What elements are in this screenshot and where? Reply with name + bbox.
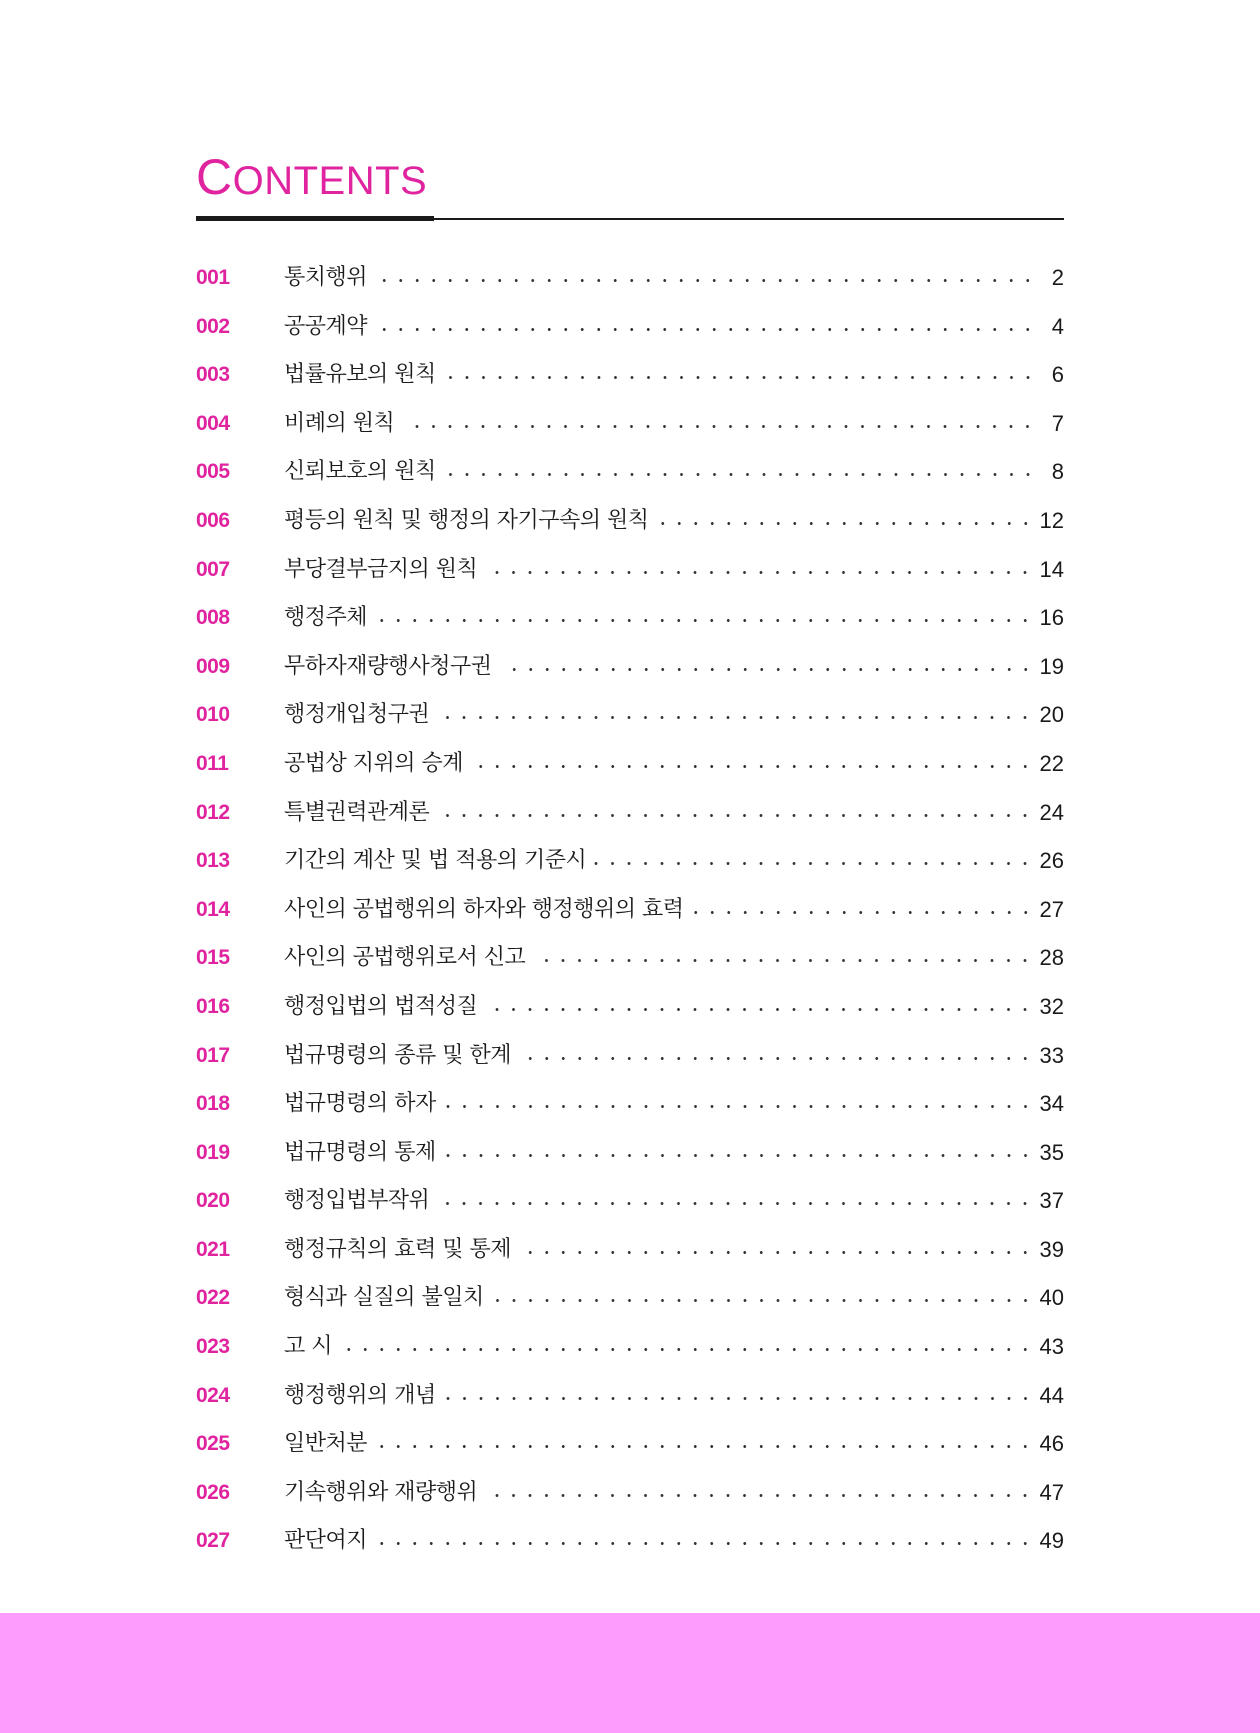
contents-heading-first-letter: C bbox=[196, 149, 233, 205]
toc-entry-page[interactable]: 8 bbox=[1051, 459, 1064, 485]
toc-entry-page[interactable]: 33 bbox=[1039, 1042, 1064, 1068]
toc-entry-title[interactable]: 법률유보의 원칙 bbox=[284, 362, 436, 388]
toc-entry[interactable] bbox=[196, 264, 1064, 313]
toc-entry-page[interactable]: 49 bbox=[1039, 1528, 1064, 1554]
toc-entry[interactable] bbox=[196, 313, 1064, 362]
dot-leader bbox=[444, 1139, 1040, 1167]
toc-entry-number: 022 bbox=[196, 1286, 230, 1310]
dot-leader bbox=[657, 507, 1040, 535]
toc-entry-number: 002 bbox=[196, 314, 230, 338]
dot-leader bbox=[375, 264, 1042, 292]
toc-entry-page[interactable]: 37 bbox=[1039, 1188, 1064, 1214]
toc-entry-page[interactable]: 28 bbox=[1039, 945, 1064, 971]
toc-entry-title[interactable]: 행정입법의 법적성질 bbox=[284, 993, 478, 1019]
toc-entry[interactable] bbox=[196, 1333, 1064, 1382]
toc-entry-page[interactable]: 39 bbox=[1039, 1236, 1064, 1262]
toc-entry[interactable] bbox=[196, 410, 1064, 459]
toc-entry-number: 006 bbox=[196, 508, 230, 532]
toc-entry[interactable] bbox=[196, 750, 1064, 799]
toc-entry-title[interactable]: 비례의 원칙 bbox=[284, 410, 395, 436]
toc-entry-title[interactable]: 공법상 지위의 승계 bbox=[284, 750, 464, 776]
toc-entry-page[interactable]: 16 bbox=[1039, 605, 1064, 631]
toc-entry[interactable] bbox=[196, 361, 1064, 410]
dot-leader bbox=[375, 604, 1040, 632]
dot-leader bbox=[471, 750, 1040, 778]
toc-entry-page[interactable]: 26 bbox=[1039, 848, 1064, 874]
toc-entry-title[interactable]: 사인의 공법행위의 하자와 행정행위의 효력 bbox=[284, 896, 684, 922]
toc-entry[interactable] bbox=[196, 799, 1064, 848]
dot-leader bbox=[519, 1042, 1040, 1070]
toc-entry-number: 014 bbox=[196, 897, 230, 921]
toc-entry[interactable] bbox=[196, 847, 1064, 896]
toc-entry-number: 001 bbox=[196, 266, 230, 289]
toc-entry-number: 027 bbox=[196, 1529, 230, 1553]
toc-entry-title[interactable]: 부당결부금지의 원칙 bbox=[284, 556, 478, 582]
toc-entry-page[interactable]: 27 bbox=[1039, 896, 1064, 922]
contents-heading-rest: ONTENTS bbox=[232, 159, 428, 203]
toc-entry-title[interactable]: 행정행위의 개념 bbox=[284, 1382, 436, 1408]
dot-leader bbox=[485, 556, 1039, 584]
toc-entry-number: 024 bbox=[196, 1383, 230, 1407]
dot-leader bbox=[533, 944, 1039, 972]
toc-entry-number: 010 bbox=[196, 703, 230, 727]
toc-entry-title[interactable]: 법규명령의 통제 bbox=[284, 1139, 436, 1165]
toc-entry-title[interactable]: 법규명령의 하자 bbox=[284, 1091, 436, 1117]
toc-entry-number: 012 bbox=[196, 800, 230, 824]
toc-entry-number: 021 bbox=[196, 1237, 230, 1261]
dot-leader bbox=[692, 896, 1040, 924]
toc-entry-title[interactable]: 신뢰보호의 원칙 bbox=[284, 459, 436, 485]
toc-entry-page[interactable]: 24 bbox=[1039, 799, 1064, 825]
heading-underline bbox=[196, 218, 1064, 220]
toc-entry-title[interactable]: 행정입법부작위 bbox=[284, 1188, 430, 1214]
toc-entry-page[interactable]: 14 bbox=[1039, 556, 1064, 582]
toc-entry[interactable] bbox=[196, 507, 1064, 556]
toc-entry[interactable] bbox=[196, 604, 1064, 653]
toc-entry-number: 015 bbox=[196, 946, 230, 970]
toc-entry-title[interactable]: 특별권력관계론 bbox=[284, 799, 430, 825]
toc-entry[interactable] bbox=[196, 993, 1064, 1042]
footer-color-band bbox=[0, 1613, 1260, 1733]
toc-entry-title[interactable]: 사인의 공법행위로서 신고 bbox=[284, 945, 526, 971]
toc-entry-page[interactable]: 40 bbox=[1039, 1285, 1064, 1311]
toc-entry-number: 023 bbox=[196, 1335, 230, 1359]
toc-entry[interactable] bbox=[196, 556, 1064, 605]
toc-entry-title[interactable]: 판단여지 bbox=[284, 1528, 368, 1554]
dot-leader bbox=[444, 1090, 1040, 1118]
toc-entry[interactable] bbox=[196, 1284, 1064, 1333]
toc-entry-page[interactable]: 19 bbox=[1039, 653, 1064, 679]
toc-entry-title[interactable]: 기간의 계산 및 법 적용의 기준시 bbox=[284, 848, 587, 874]
toc-entry-page[interactable]: 6 bbox=[1051, 362, 1064, 388]
dot-leader bbox=[375, 1430, 1040, 1458]
toc-entry-number: 007 bbox=[196, 557, 230, 581]
toc-entry-page[interactable]: 43 bbox=[1039, 1334, 1064, 1360]
dot-leader bbox=[444, 458, 1042, 486]
dot-leader bbox=[375, 1527, 1040, 1555]
dot-leader bbox=[519, 1236, 1040, 1264]
toc-entry-number: 018 bbox=[196, 1092, 230, 1116]
dot-leader bbox=[594, 847, 1039, 875]
toc-entry-number: 011 bbox=[196, 751, 229, 775]
dot-leader bbox=[340, 1333, 1040, 1361]
dot-leader bbox=[437, 701, 1039, 729]
toc-entry-title[interactable]: 고 시 bbox=[284, 1334, 332, 1360]
toc-entry[interactable] bbox=[196, 701, 1064, 750]
toc-entry[interactable] bbox=[196, 1236, 1064, 1285]
toc-entry-number: 004 bbox=[196, 411, 230, 435]
toc-entry-page[interactable]: 44 bbox=[1039, 1382, 1064, 1408]
toc-entry-title[interactable]: 법규명령의 종류 및 한계 bbox=[284, 1042, 512, 1068]
toc-entry-number: 020 bbox=[196, 1189, 230, 1213]
toc-entry-title[interactable]: 형식과 실질의 불일치 bbox=[284, 1285, 484, 1311]
toc-entry-page[interactable]: 7 bbox=[1051, 410, 1064, 436]
dot-leader bbox=[437, 1187, 1039, 1215]
toc-entry-title[interactable]: 공공계약 bbox=[284, 313, 368, 339]
toc-entry-title[interactable]: 행정개입청구권 bbox=[284, 702, 430, 728]
toc-entry[interactable] bbox=[196, 1527, 1064, 1576]
toc-entry[interactable] bbox=[196, 944, 1064, 993]
toc-entry-number: 003 bbox=[196, 363, 230, 387]
toc-entry-title[interactable]: 일반처분 bbox=[284, 1431, 368, 1457]
dot-leader bbox=[492, 1284, 1040, 1312]
toc-entry-number: 025 bbox=[196, 1432, 230, 1456]
toc-entry[interactable] bbox=[196, 1042, 1064, 1091]
dot-leader bbox=[444, 1382, 1040, 1410]
toc-entry[interactable] bbox=[196, 1382, 1064, 1431]
toc-entry-page[interactable]: 34 bbox=[1039, 1091, 1064, 1117]
dot-leader bbox=[402, 410, 1042, 438]
dot-leader bbox=[500, 653, 1040, 681]
toc-entry-number: 009 bbox=[196, 654, 230, 678]
toc-entry-page[interactable]: 12 bbox=[1039, 507, 1064, 533]
contents-heading bbox=[196, 149, 428, 205]
toc-entry[interactable] bbox=[196, 896, 1064, 945]
table-of-contents bbox=[196, 264, 1064, 1576]
toc-entry[interactable] bbox=[196, 653, 1064, 702]
toc-entry-page[interactable]: 4 bbox=[1051, 313, 1064, 339]
toc-entry-number: 008 bbox=[196, 606, 230, 630]
toc-entry-title[interactable]: 기속행위와 재량행위 bbox=[284, 1479, 478, 1505]
dot-leader bbox=[485, 1479, 1039, 1507]
toc-entry-number: 005 bbox=[196, 460, 230, 484]
dot-leader bbox=[485, 993, 1039, 1021]
toc-entry-page[interactable]: 47 bbox=[1039, 1479, 1064, 1505]
toc-entry-title[interactable]: 행정규칙의 효력 및 통제 bbox=[284, 1236, 512, 1262]
toc-entry[interactable] bbox=[196, 1479, 1064, 1528]
dot-leader bbox=[437, 799, 1039, 827]
toc-entry-number: 019 bbox=[196, 1140, 230, 1164]
dot-leader bbox=[375, 313, 1042, 341]
toc-entry-title[interactable]: 통치행위 bbox=[284, 265, 368, 290]
dot-leader bbox=[444, 361, 1042, 389]
toc-entry[interactable] bbox=[196, 1187, 1064, 1236]
toc-entry-number: 017 bbox=[196, 1043, 230, 1067]
toc-entry-number: 016 bbox=[196, 994, 230, 1018]
toc-entry-title[interactable]: 무하자재량행사청구권 bbox=[284, 653, 492, 679]
toc-entry-title[interactable]: 평등의 원칙 및 행정의 자기구속의 원칙 bbox=[284, 507, 649, 533]
toc-entry-number: 026 bbox=[196, 1480, 230, 1504]
toc-entry-page[interactable]: 20 bbox=[1039, 702, 1064, 728]
toc-entry[interactable] bbox=[196, 458, 1064, 507]
toc-entry-page[interactable]: 2 bbox=[1051, 265, 1064, 290]
toc-entry-page[interactable]: 32 bbox=[1039, 993, 1064, 1019]
toc-entry-number: 013 bbox=[196, 849, 230, 873]
toc-entry[interactable] bbox=[196, 1430, 1064, 1479]
toc-entry-title[interactable]: 행정주체 bbox=[284, 605, 368, 631]
toc-entry-page[interactable]: 22 bbox=[1039, 750, 1064, 776]
toc-entry-page[interactable]: 35 bbox=[1039, 1139, 1064, 1165]
toc-entry[interactable] bbox=[196, 1090, 1064, 1139]
toc-entry-page[interactable]: 46 bbox=[1039, 1431, 1064, 1457]
toc-entry[interactable] bbox=[196, 1139, 1064, 1188]
